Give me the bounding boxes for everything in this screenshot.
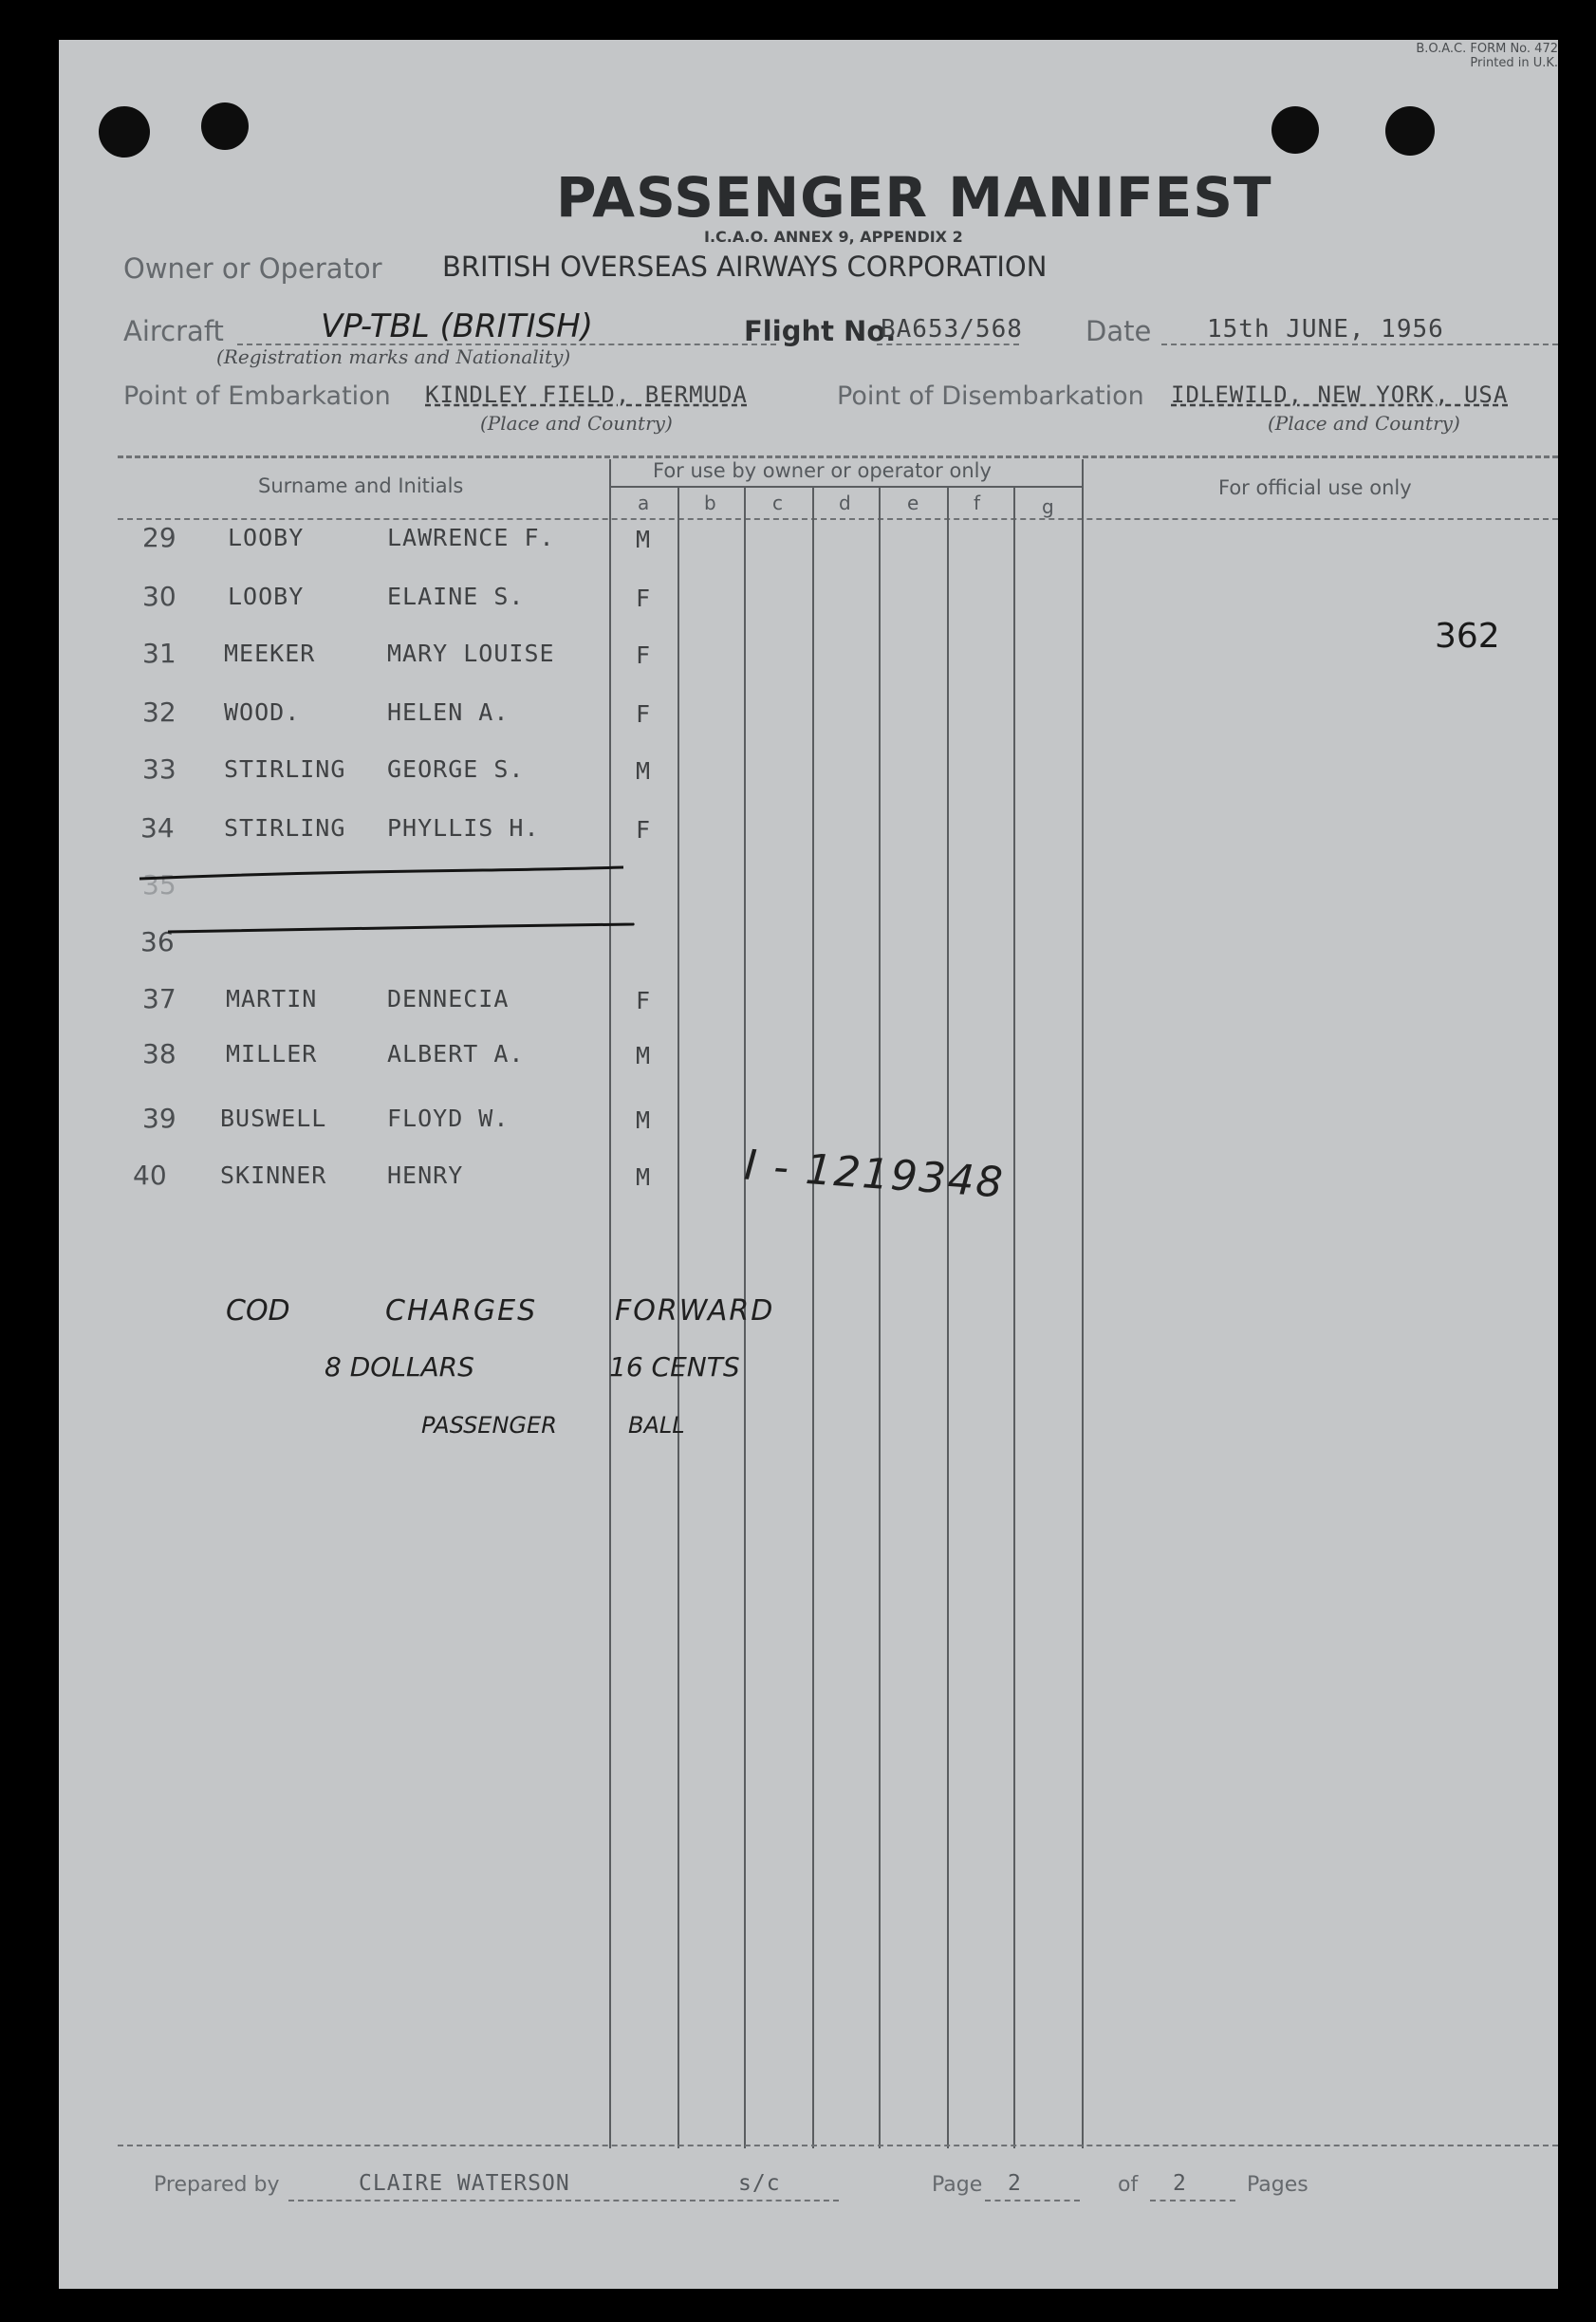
row-surname: LOOBY [228, 524, 305, 551]
row-sex: F [636, 700, 651, 728]
date-label: Date [1086, 315, 1152, 347]
punch-hole-left-1 [99, 106, 150, 158]
prepared-by-label: Prepared by [154, 2173, 280, 2197]
row-surname: STIRLING [224, 755, 346, 783]
embarkation-value: KINDLEY FIELD, BERMUDA [425, 381, 748, 408]
row-given: HENRY [387, 1161, 464, 1189]
row-number: 40 [133, 1160, 167, 1191]
disembarkation-note: (Place and Country) [1268, 412, 1460, 435]
operator-value: BRITISH OVERSEAS AIRWAYS CORPORATION [442, 251, 1048, 283]
row-number: 38 [142, 1038, 176, 1069]
punch-hole-left-2 [201, 102, 249, 150]
prepared-by-value: CLAIRE WATERSON [359, 2171, 570, 2196]
flight-label: Flight No. [744, 315, 897, 347]
col-g: g [1042, 495, 1054, 518]
of-value: 2 [1173, 2171, 1187, 2196]
col-d: d [839, 492, 851, 514]
flight-value: BA653/568 [881, 315, 1023, 344]
row-surname: STIRLING [224, 814, 346, 842]
row-given: ELAINE S. [387, 583, 525, 610]
header-official-use: For official use only [1218, 476, 1412, 499]
handwritten-dollars: 8 DOLLARS [325, 1351, 474, 1383]
row-sex: M [636, 1042, 651, 1069]
disembarkation-value: IDLEWILD, NEW YORK, USA [1171, 381, 1509, 408]
row-surname: MARTIN [226, 985, 318, 1012]
col-e: e [907, 492, 919, 514]
page-number-stamp: 362 [1435, 617, 1500, 656]
aircraft-note: (Registration marks and Nationality) [216, 345, 571, 368]
handwritten-charges: CHARGES [385, 1294, 538, 1328]
row-given: HELEN A. [387, 698, 510, 726]
operator-label: Owner or Operator [123, 252, 382, 285]
row-sex: M [636, 1163, 651, 1191]
row-number: 39 [142, 1103, 176, 1134]
row-number: 37 [142, 983, 176, 1014]
strike-line [163, 915, 638, 943]
row-number: 30 [142, 581, 176, 612]
row-number: 31 [142, 638, 176, 669]
form-code-line1: B.O.A.C. FORM No. 472 [1416, 42, 1558, 56]
row-surname: MEEKER [224, 640, 316, 667]
handwritten-ticket-number: I - 1219348 [742, 1141, 1007, 1208]
col-c: c [772, 492, 783, 514]
row-surname: MILLER [226, 1040, 318, 1068]
aircraft-label: Aircraft [123, 315, 224, 347]
row-sex: M [636, 757, 651, 785]
row-number: 36 [140, 926, 175, 957]
row-number: 34 [140, 812, 175, 844]
of-label: of [1118, 2173, 1139, 2197]
row-number: 33 [142, 753, 176, 785]
row-number: 32 [142, 697, 176, 728]
manifest-sheet [59, 40, 1558, 2289]
strike-line [135, 858, 628, 886]
page-title: PASSENGER MANIFEST [556, 165, 1272, 230]
prepared-by-suffix: s/c [738, 2171, 781, 2196]
embarkation-note: (Place and Country) [480, 412, 673, 435]
header-surname: Surname and Initials [258, 474, 464, 497]
row-given: LAWRENCE F. [387, 524, 555, 551]
row-sex: M [636, 1106, 651, 1134]
row-sex: F [636, 641, 651, 669]
row-surname: LOOBY [228, 583, 305, 610]
handwritten-cod: COD [226, 1294, 290, 1328]
row-number: 29 [142, 522, 176, 553]
row-sex: F [636, 585, 651, 612]
pages-label: Pages [1247, 2173, 1308, 2197]
row-sex: M [636, 526, 651, 553]
row-surname: WOOD. [224, 698, 301, 726]
page-subtitle: I.C.A.O. ANNEX 9, APPENDIX 2 [704, 228, 963, 246]
row-surname: SKINNER [220, 1161, 327, 1189]
row-number: 35 [142, 869, 176, 901]
row-sex: F [636, 987, 651, 1014]
row-given: PHYLLIS H. [387, 814, 540, 842]
row-surname: BUSWELL [220, 1105, 327, 1132]
row-given: DENNECIA [387, 985, 510, 1012]
row-given: ALBERT A. [387, 1040, 525, 1068]
col-a: a [638, 492, 650, 514]
col-b: b [704, 492, 716, 514]
row-sex: F [636, 816, 651, 844]
date-value: 15th JUNE, 1956 [1207, 315, 1444, 344]
punch-hole-right-2 [1385, 106, 1435, 156]
form-code [1368, 42, 1558, 70]
handwritten-ball: BALL [628, 1412, 685, 1439]
page-value: 2 [1008, 2171, 1022, 2196]
row-given: FLOYD W. [387, 1105, 510, 1132]
embarkation-label: Point of Embarkation [123, 381, 391, 411]
disembarkation-label: Point of Disembarkation [837, 381, 1144, 411]
header-owner-use: For use by owner or operator only [653, 459, 992, 482]
col-f: f [974, 492, 981, 514]
page-label: Page [932, 2173, 983, 2197]
aircraft-value: VP-TBL (BRITISH) [321, 307, 593, 345]
punch-hole-right-1 [1271, 106, 1319, 154]
handwritten-cents: 16 CENTS [609, 1351, 740, 1383]
row-given: MARY LOUISE [387, 640, 555, 667]
row-given: GEORGE S. [387, 755, 525, 783]
handwritten-passenger: PASSENGER [421, 1412, 557, 1439]
form-code-line2: Printed in U.K. [1470, 56, 1558, 70]
handwritten-forward: FORWARD [615, 1294, 775, 1328]
